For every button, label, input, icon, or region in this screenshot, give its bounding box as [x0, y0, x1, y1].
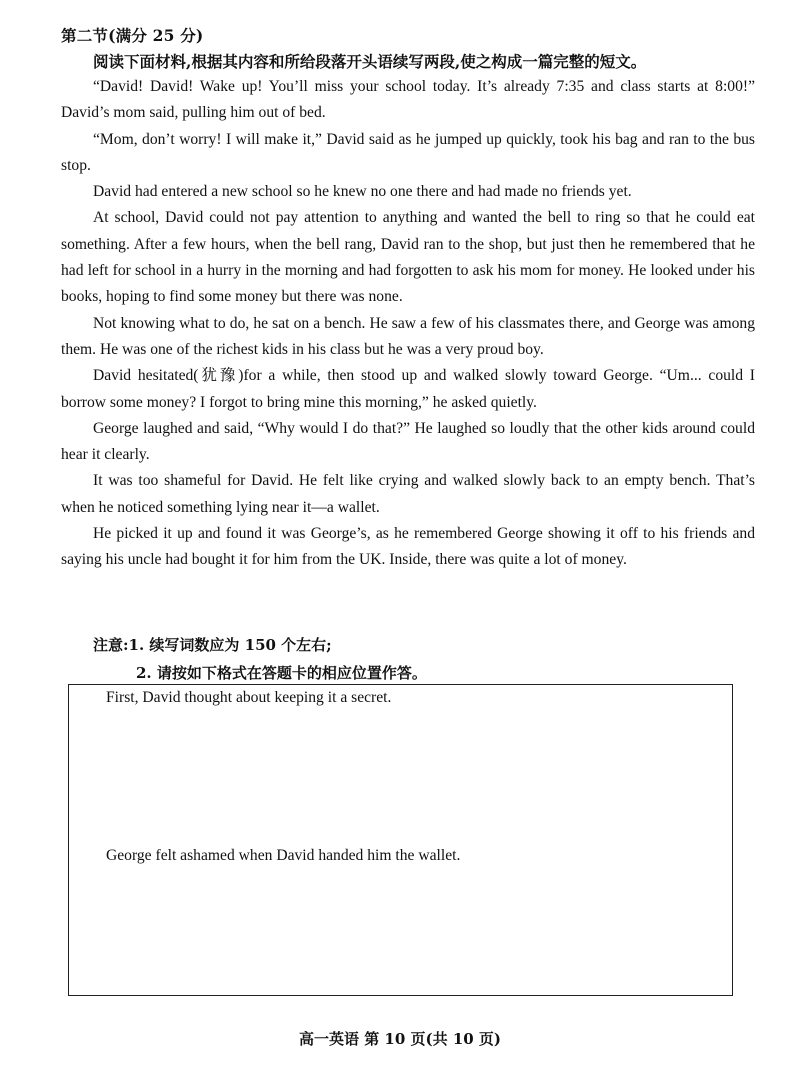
passage-paragraph: David hesitated(犹豫)for a while, then stood up and walked slowly toward George. “Um... could I borrow some money? I forgot to bring mine this morning,” he asked quietly.: [61, 367, 755, 411]
note-format: 2. 请按如下格式在答题卡的相应位置作答。: [136, 664, 427, 682]
passage-paragraph: He picked it up and found it was George’s, as he remembered George showing it off to his friends and saying his uncle had bought it for him from the UK. Inside, there was quite a lot of money.: [61, 525, 755, 569]
answer-box: [68, 684, 733, 996]
note-word-count: 注意:1. 续写词数应为 150 个左右;: [93, 636, 332, 654]
passage-paragraph: “David! David! Wake up! You’ll miss your school today. It’s already 7:35 and class starts at 8:00!” David’s mom said, pulling him out of bed.: [61, 78, 755, 122]
passage-paragraph: It was too shameful for David. He felt like crying and walked slowly back to an empty bench. That’s when he noticed something lying near it—a wallet.: [61, 472, 755, 516]
section-title: 第二节(满分 25 分): [61, 26, 204, 45]
passage-paragraph: David had entered a new school so he knew no one there and had made no friends yet.: [93, 183, 632, 201]
instruction-text: 阅读下面材料,根据其内容和所给段落开头语续写两段,使之构成一篇完整的短文。: [93, 52, 647, 71]
passage-paragraph: George laughed and said, “Why would I do that?” He laughed so loudly that the other kids around could hear it clearly.: [61, 419, 755, 464]
passage-paragraph: At school, David could not pay attention to anything and wanted the bell to ring so that he could eat something. After a few hours, when the bell rang, David ran to the shop, but just then he remembered that he had left for school in a hurry in the morning and had forgotten to ask his mom for money. He looked under his books, hoping to find some money but there was none.: [61, 209, 755, 306]
reading-passage: [61, 74, 755, 574]
notes: [93, 631, 427, 687]
passage-paragraph: “Mom, don’t worry! I will make it,” David said as he jumped up quickly, took his bag and ran to the bus stop.: [61, 130, 755, 174]
passage-paragraph: Not knowing what to do, he sat on a bench. He saw a few of his classmates there, and George was among them. He was one of the richest kids in his class but he was a very proud boy.: [61, 314, 755, 358]
paragraph2-opening: George felt ashamed when David handed him the wallet.: [106, 847, 461, 864]
page-footer: 高一英语 第 10 页(共 10 页): [298, 1030, 502, 1048]
paragraph1-opening: First, David thought about keeping it a secret.: [106, 689, 392, 706]
